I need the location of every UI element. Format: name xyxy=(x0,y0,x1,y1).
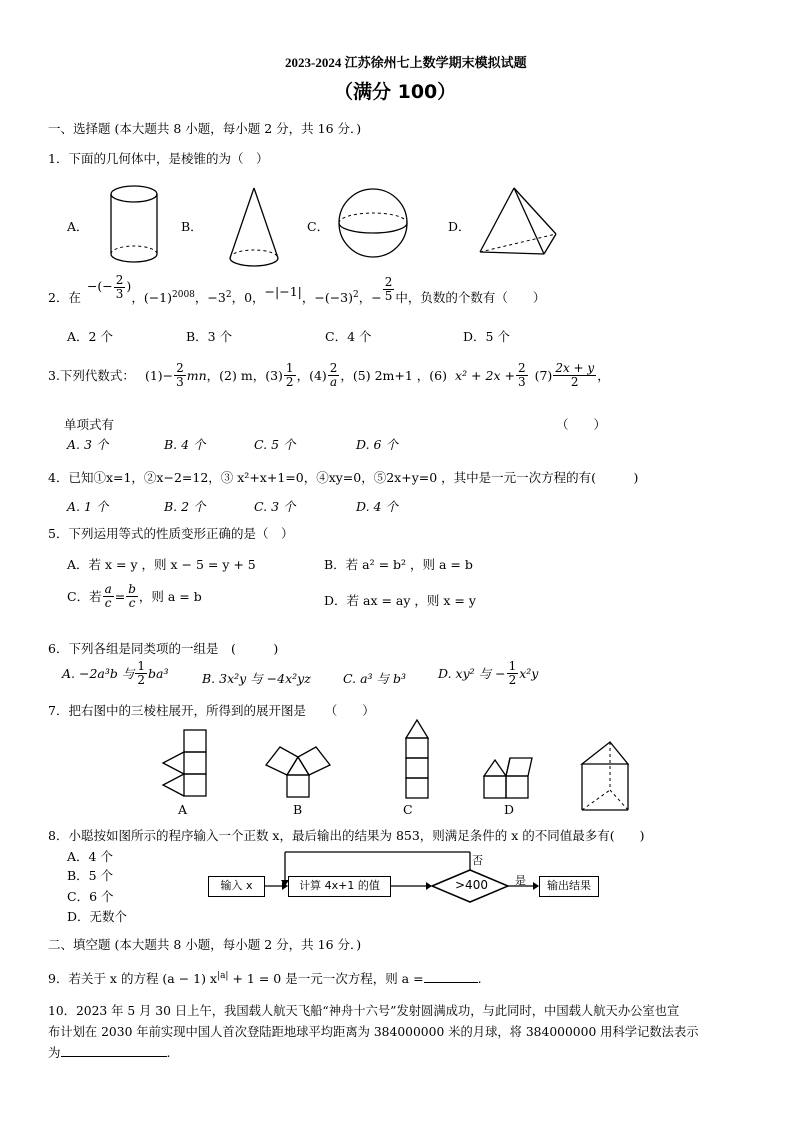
q3-t1-frac xyxy=(174,362,186,388)
q9-exp: |a| xyxy=(217,970,229,981)
q6-a-frac xyxy=(135,660,147,686)
cylinder-figure xyxy=(106,184,162,268)
q2-option-b: B．3 个 xyxy=(186,329,233,344)
q3-paren: （ ） xyxy=(556,417,607,432)
q5-option-b: B．若 a² = b² ，则 a = b xyxy=(324,557,473,572)
q3-t7-pre: (7) xyxy=(534,367,553,383)
q2-e2 xyxy=(131,288,195,306)
q3-t6-num: 2 xyxy=(517,361,526,375)
q5-c-pre: C．若 xyxy=(67,589,102,605)
q6-d-frac xyxy=(507,660,519,686)
q9-end: . xyxy=(477,971,482,986)
q3-t3-den: 2 xyxy=(285,374,294,389)
flow-no-label: 否 xyxy=(472,854,483,867)
pyramid-figure xyxy=(476,186,560,262)
q2-e6-exp: 2 xyxy=(353,289,359,300)
q8-option-b: B．5 个 xyxy=(67,868,114,883)
q2-e1-post: ) xyxy=(126,278,132,294)
q5-stem: 5．下列运用等式的性质变形正确的是（ ） xyxy=(48,526,294,541)
q2-e7-num: 2 xyxy=(384,275,393,289)
q6-a-pre: A. −2a³b 与 xyxy=(62,666,135,682)
q10-answer-blank[interactable] xyxy=(61,1056,167,1057)
q2-e3 xyxy=(195,288,232,306)
exam-subtitle: （满分 100） xyxy=(334,81,457,103)
q5-c-d1: c xyxy=(104,595,112,610)
q2-prefix: 2．在 xyxy=(48,290,81,306)
q4-option-d: D. 4 个 xyxy=(356,499,398,514)
flow-compute-box: 计算 4x+1 的值 xyxy=(288,876,391,897)
q2-e6 xyxy=(302,288,359,306)
net-d-figure xyxy=(482,748,546,803)
q5-c-n2: b xyxy=(128,582,136,596)
q2-suffix: 中，负数的个数有（ ） xyxy=(395,290,546,306)
q2-option-a: A．2 个 xyxy=(67,329,113,344)
q10-line2: 布计划在 2030 年前实现中国人首次登陆距地球平均距离为 384000000 米的月球，将 384000000 用科学记数法表示 xyxy=(48,1025,699,1039)
q3-t4-den: a xyxy=(330,374,338,389)
flow-yes-label: 是 xyxy=(515,874,526,887)
q2-e7-frac xyxy=(383,276,395,302)
net-b-label: B xyxy=(293,802,303,817)
q2-e7-sign: ，− xyxy=(358,290,382,306)
sphere-figure xyxy=(336,186,410,260)
q1-label-a: A． xyxy=(67,219,89,234)
q6-d-pre: D. xy² 与 − xyxy=(438,666,506,682)
q10-line1: 10．2023 年 5 月 30 日上午，我国载人航天飞船“神舟十六号”发射圆满成功，与此同时，中国载人航天办公室也宣 xyxy=(48,1004,680,1018)
net-c-figure xyxy=(402,718,432,804)
q8-option-d: D．无数个 xyxy=(67,909,128,924)
q3-t1-den: 3 xyxy=(176,374,184,389)
q2-e1-den: 3 xyxy=(115,286,124,301)
q7-stem: 7．把右图中的三棱柱展开，所得到的展开图是 （ ） xyxy=(48,703,375,718)
q5-option-d: D．若 ax = ay ，则 x = y xyxy=(324,593,476,608)
q10-line3 xyxy=(48,1043,171,1061)
q6-option-a xyxy=(62,660,168,686)
q2-stem xyxy=(48,273,546,310)
q2-e1-frac xyxy=(114,274,126,300)
q2-e3-base: ，−3 xyxy=(194,290,226,306)
prism-figure xyxy=(580,740,632,814)
q2-option-d: D．5 个 xyxy=(463,329,510,344)
q6-d-post: x²y xyxy=(519,665,539,681)
q2-e2-exp: 2008 xyxy=(172,289,195,300)
flow-condition: >400 xyxy=(455,878,488,892)
q4-option-a: A. 1 个 xyxy=(67,499,109,514)
q3-t6-pre: x² + 2x + xyxy=(455,367,515,383)
q3-t6-den: 3 xyxy=(517,374,526,389)
net-d-label: D xyxy=(504,802,515,817)
q3-option-b: B. 4 个 xyxy=(164,437,206,452)
flow-output-box: 输出结果 xyxy=(539,876,599,897)
q9-stem xyxy=(48,969,482,987)
net-b-figure xyxy=(262,745,336,803)
q4-option-c: C. 3 个 xyxy=(254,499,296,514)
q2-e2-base: ，(−1) xyxy=(131,290,172,306)
q3-t3-frac xyxy=(284,362,296,388)
net-a-figure xyxy=(160,729,210,804)
net-c-label: C xyxy=(403,802,413,817)
q3-option-a: A. 3 个 xyxy=(67,437,109,452)
q2-e7-den: 5 xyxy=(384,288,393,303)
q8-option-c: C．6 个 xyxy=(67,889,114,904)
q5-c-frac2 xyxy=(126,583,138,609)
section2-heading: 二、填空题 (本大题共 8 小题，每小题 2 分，共 16 分．) xyxy=(48,937,362,952)
section1-heading: 一、选择题 (本大题共 8 小题，每小题 2 分，共 16 分．) xyxy=(48,121,362,136)
q3-t1-post: mn xyxy=(186,367,207,383)
q3-t1-num: 2 xyxy=(176,361,184,375)
flow-input-box: 输入 x xyxy=(208,876,265,897)
q2-e4: ，0， xyxy=(231,290,265,306)
q8-option-a: A．4 个 xyxy=(67,849,113,864)
q2-e5: −|−1| xyxy=(264,283,302,299)
q9-rest: + 1 = 0 是一元一次方程，则 a = xyxy=(228,971,424,986)
q3-t7-num: 2x + y xyxy=(555,361,595,375)
q5-c-frac1 xyxy=(103,583,114,609)
q6-option-c: C. a³ 与 b³ xyxy=(343,671,406,686)
q3-t7-post: ， xyxy=(597,368,610,384)
q5-c-eq: = xyxy=(114,588,126,604)
q6-option-b: B. 3x²y 与 −4x²yz xyxy=(202,671,311,686)
exam-title: 2023-2024 江苏徐州七上数学期末模拟试题 xyxy=(285,55,527,70)
q8-stem: 8．小聪按如图所示的程序输入一个正数 x，最后输出的结果为 853，则满足条件的 x 的不同值最多有( ) xyxy=(48,828,645,843)
q6-option-d xyxy=(438,660,538,686)
q3-t3-num: 1 xyxy=(285,361,294,375)
q5-c-post: ，则 a = b xyxy=(138,589,202,605)
q4-option-b: B. 2 个 xyxy=(164,499,206,514)
q2-e3-exp: 2 xyxy=(225,289,232,300)
net-a-label: A xyxy=(178,802,188,817)
q6-a-den: 2 xyxy=(137,672,145,687)
q9-text: 9．若关于 x 的方程 (a − 1) x xyxy=(48,971,218,986)
q3-t2: ，(2) m，(3) xyxy=(206,368,283,384)
q10-end: . xyxy=(166,1045,171,1060)
q3-t4-frac xyxy=(328,362,340,388)
q3-t4-pre: ，(4) xyxy=(296,368,327,384)
q4-stem: 4．已知①x=1，②x−2=12，③ x²+x+1=0，④xy=0，⑤2x+y=0 ，其中是一元一次方程的有( ) xyxy=(48,470,639,485)
q9-answer-blank[interactable] xyxy=(424,982,478,983)
q3-t5: ，(5) 2m+1 ，(6) xyxy=(340,368,448,384)
q3-prefix: 3.下列代数式： xyxy=(48,368,135,384)
q5-option-a: A．若 x = y ，则 x − 5 = y + 5 xyxy=(67,557,256,572)
q1-label-c: C． xyxy=(307,219,330,234)
q2-option-c: C．4 个 xyxy=(325,329,372,344)
q2-e1-num: 2 xyxy=(115,273,124,287)
q6-a-num: 1 xyxy=(137,659,145,673)
q1-label-d: D． xyxy=(448,219,471,234)
q3-option-c: C. 5 个 xyxy=(254,437,296,452)
q6-d-den: 2 xyxy=(508,672,517,687)
q10-prefix: 为 xyxy=(48,1045,61,1060)
q2-expr1 xyxy=(87,274,131,300)
q5-option-c xyxy=(67,583,202,609)
q5-c-n1: a xyxy=(104,582,112,596)
q3-t4-num: 2 xyxy=(329,361,338,375)
q6-d-num: 1 xyxy=(508,659,517,673)
q1-label-b: B． xyxy=(181,219,203,234)
cone-figure xyxy=(226,186,282,272)
q3-t1-pre: (1)− xyxy=(144,367,174,383)
q3-t7-den: 2 xyxy=(570,374,579,389)
q3-t6-frac xyxy=(516,362,528,388)
q5-c-d2: c xyxy=(128,595,136,610)
q3-stem xyxy=(48,362,610,388)
q3-t7-frac xyxy=(553,362,596,388)
q3-line2: 单项式有 xyxy=(64,417,115,432)
q2-e6-base: ，−(−3) xyxy=(301,290,354,306)
q6-stem: 6．下列各组是同类项的一组是 ( ) xyxy=(48,641,279,656)
q2-e1-pre: −(− xyxy=(86,278,113,294)
q6-a-post: ba³ xyxy=(147,665,169,681)
q3-option-d: D. 6 个 xyxy=(356,437,398,452)
q1-stem: 1．下面的几何体中，是棱锥的为（ ） xyxy=(48,151,269,166)
